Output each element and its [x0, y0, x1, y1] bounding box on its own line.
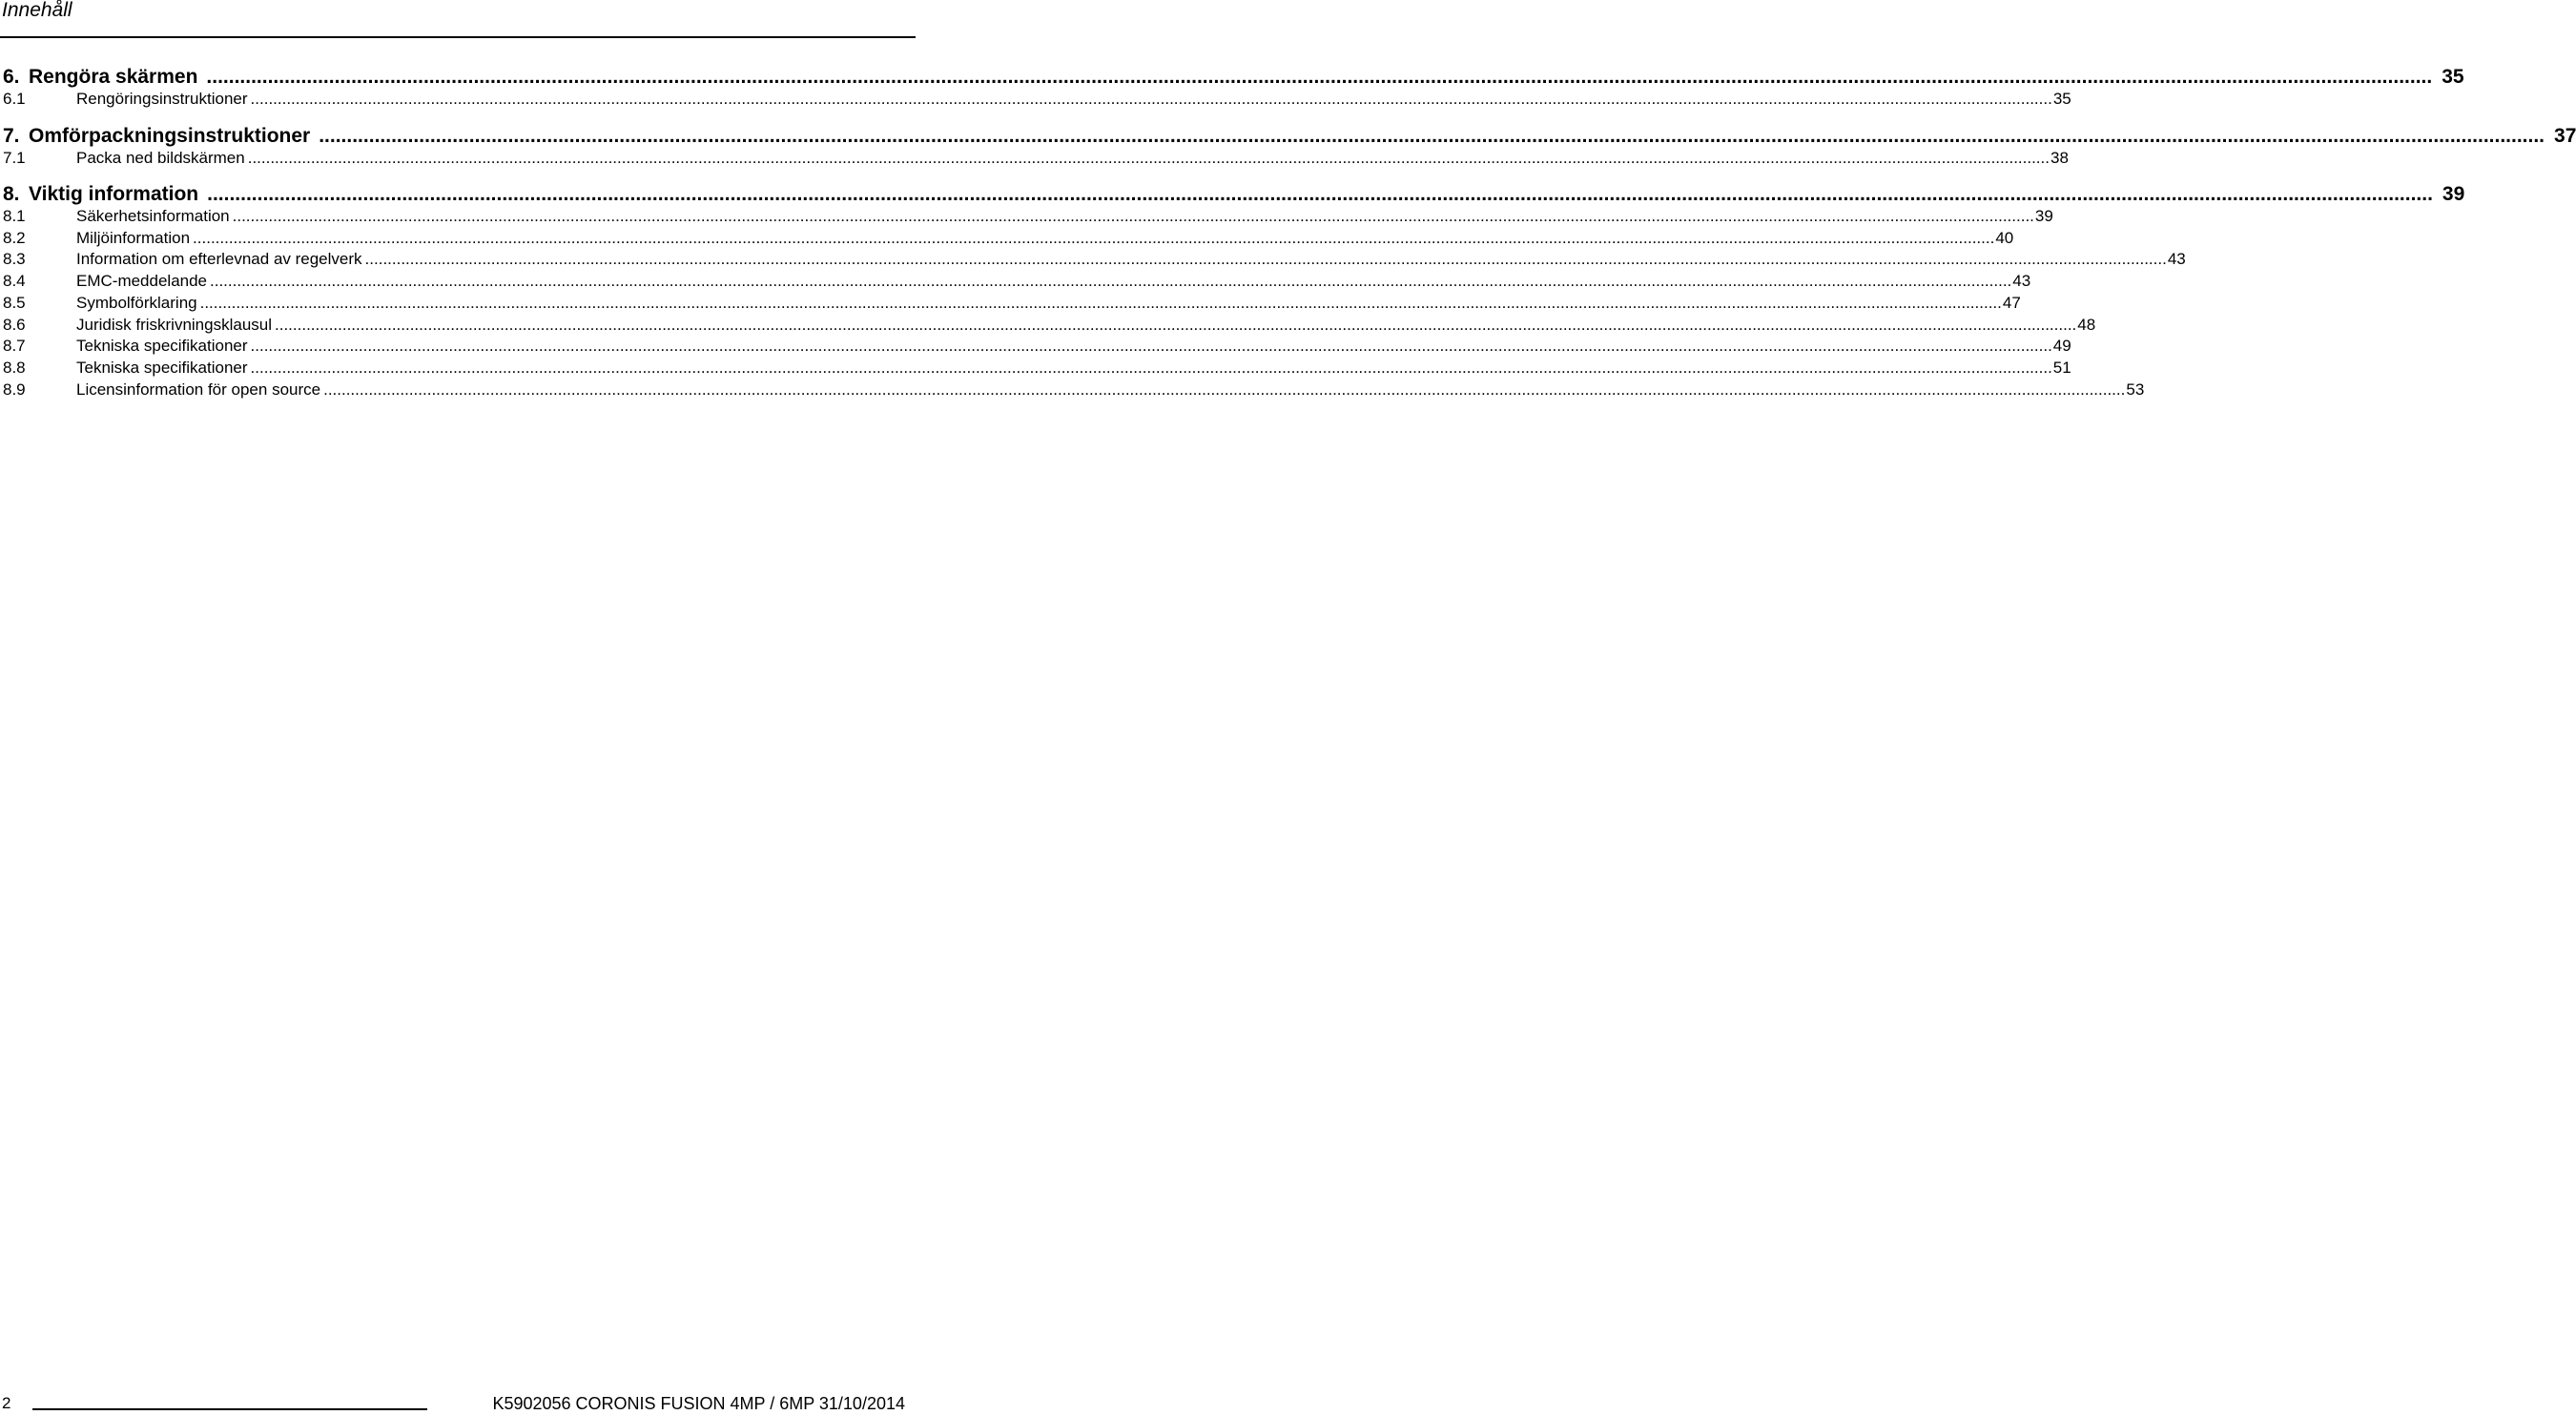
- toc-section-title: Rengöringsinstruktioner: [76, 90, 248, 108]
- footer-page-number: 2: [2, 1394, 11, 1412]
- toc-section-number: 6.1: [3, 90, 26, 108]
- toc-leader-dots: ................................................................................................................................................................................................................................................................................................................................................................................................................: [232, 207, 2034, 225]
- toc-chapter-page: 39: [2442, 183, 2465, 205]
- toc-chapter-row[interactable]: [3, 124, 2576, 149]
- toc-section-row[interactable]: [3, 228, 2014, 249]
- page-header-title: Innehåll: [2, 0, 72, 21]
- toc-chapter-row[interactable]: [3, 65, 2464, 90]
- toc-section-page: 43: [2167, 250, 2186, 269]
- toc-section-page: 49: [2052, 337, 2071, 356]
- toc-section-row[interactable]: [3, 293, 2021, 314]
- toc-section-page: 40: [1995, 228, 2014, 247]
- toc-leader-dots: ................................................................................................................................................................................................................................................................................................................................................................................................................: [319, 125, 2545, 147]
- toc-chapter-page: 37: [2554, 125, 2576, 147]
- toc-section-title: Tekniska specifikationer: [76, 358, 248, 377]
- toc-leader-dots: ................................................................................................................................................................................................................................................................................................................................................................................................................: [193, 228, 1995, 247]
- toc-leader-dots: ................................................................................................................................................................................................................................................................................................................................................................................................................: [207, 183, 2433, 205]
- toc-leader-dots: ................................................................................................................................................................................................................................................................................................................................................................................................................: [199, 293, 2002, 312]
- toc-section-title: Symbolförklaring: [76, 293, 197, 312]
- toc-section-number: 8.8: [3, 358, 26, 377]
- header-rule: [0, 36, 916, 38]
- toc-section-title: EMC-meddelande: [76, 272, 208, 291]
- toc-section-row[interactable]: [3, 379, 2145, 400]
- toc-section-number: 8.4: [3, 272, 26, 291]
- footer-document-reference: K5902056 CORONIS FUSION 4MP / 6MP 31/10/2014: [492, 1394, 905, 1413]
- toc-section-title: Juridisk friskrivningsklausul: [76, 315, 273, 334]
- toc-chapter-page: 35: [2442, 66, 2464, 88]
- toc-leader-dots: ................................................................................................................................................................................................................................................................................................................................................................................................................: [275, 315, 2077, 334]
- toc-section-page: 38: [2050, 149, 2069, 167]
- toc-section-title: Information om efterlevnad av regelverk: [76, 250, 362, 269]
- toc-chapter-number: 7.: [3, 125, 20, 147]
- toc-section-row[interactable]: [3, 148, 2069, 169]
- toc-section-number: 8.2: [3, 228, 26, 247]
- toc-section-row[interactable]: [3, 271, 2031, 292]
- toc-section-row[interactable]: [3, 358, 2071, 379]
- toc-section-number: 8.1: [3, 207, 26, 225]
- toc-section-title: Licensinformation för open source: [76, 379, 321, 399]
- toc-section-number: 8.5: [3, 293, 26, 312]
- toc-leader-dots: ................................................................................................................................................................................................................................................................................................................................................................................................................: [247, 149, 2050, 167]
- toc-leader-dots: ................................................................................................................................................................................................................................................................................................................................................................................................................: [206, 66, 2433, 88]
- toc-chapter-number: 8.: [3, 183, 20, 205]
- toc-section-title: Tekniska specifikationer: [76, 337, 248, 356]
- toc-section-page: 35: [2052, 90, 2071, 108]
- toc-section-row[interactable]: [3, 315, 2096, 336]
- toc-section-page: 51: [2052, 358, 2071, 377]
- toc-section-number: 8.6: [3, 315, 26, 334]
- toc-chapter-row[interactable]: [3, 182, 2465, 207]
- toc-section-row[interactable]: [3, 336, 2071, 357]
- toc-leader-dots: ................................................................................................................................................................................................................................................................................................................................................................................................................: [250, 358, 2052, 377]
- toc-chapter-title: Omförpackningsinstruktioner: [29, 125, 311, 147]
- toc-section-number: 8.3: [3, 250, 26, 269]
- toc-section-number: 7.1: [3, 149, 26, 167]
- footer-rule: [32, 1408, 427, 1410]
- toc-section-page: 47: [2002, 293, 2021, 312]
- toc-section-number: 8.7: [3, 337, 26, 356]
- toc-chapter-title: Rengöra skärmen: [29, 66, 198, 88]
- toc-section-row[interactable]: [3, 89, 2071, 110]
- toc-leader-dots: ................................................................................................................................................................................................................................................................................................................................................................................................................: [323, 379, 2126, 399]
- toc-leader-dots: ................................................................................................................................................................................................................................................................................................................................................................................................................: [250, 90, 2052, 108]
- toc-chapter-title: Viktig information: [29, 183, 199, 205]
- toc-section-page: 39: [2034, 207, 2053, 225]
- toc-section-row[interactable]: [3, 249, 2186, 270]
- toc-section-title: Säkerhetsinformation: [76, 207, 230, 225]
- toc-section-page: 53: [2126, 379, 2145, 399]
- toc-section-page: 48: [2077, 315, 2096, 334]
- toc-chapter-number: 6.: [3, 66, 20, 88]
- toc-section-row[interactable]: [3, 206, 2053, 227]
- toc-leader-dots: ................................................................................................................................................................................................................................................................................................................................................................................................................: [364, 250, 2167, 269]
- toc-section-page: 43: [2012, 272, 2031, 291]
- toc-leader-dots: ................................................................................................................................................................................................................................................................................................................................................................................................................: [250, 337, 2052, 356]
- toc-section-title: Miljöinformation: [76, 228, 191, 247]
- toc-leader-dots: ................................................................................................................................................................................................................................................................................................................................................................................................................: [210, 272, 2012, 291]
- toc-section-number: 8.9: [3, 379, 26, 399]
- toc-section-title: Packa ned bildskärmen: [76, 149, 245, 167]
